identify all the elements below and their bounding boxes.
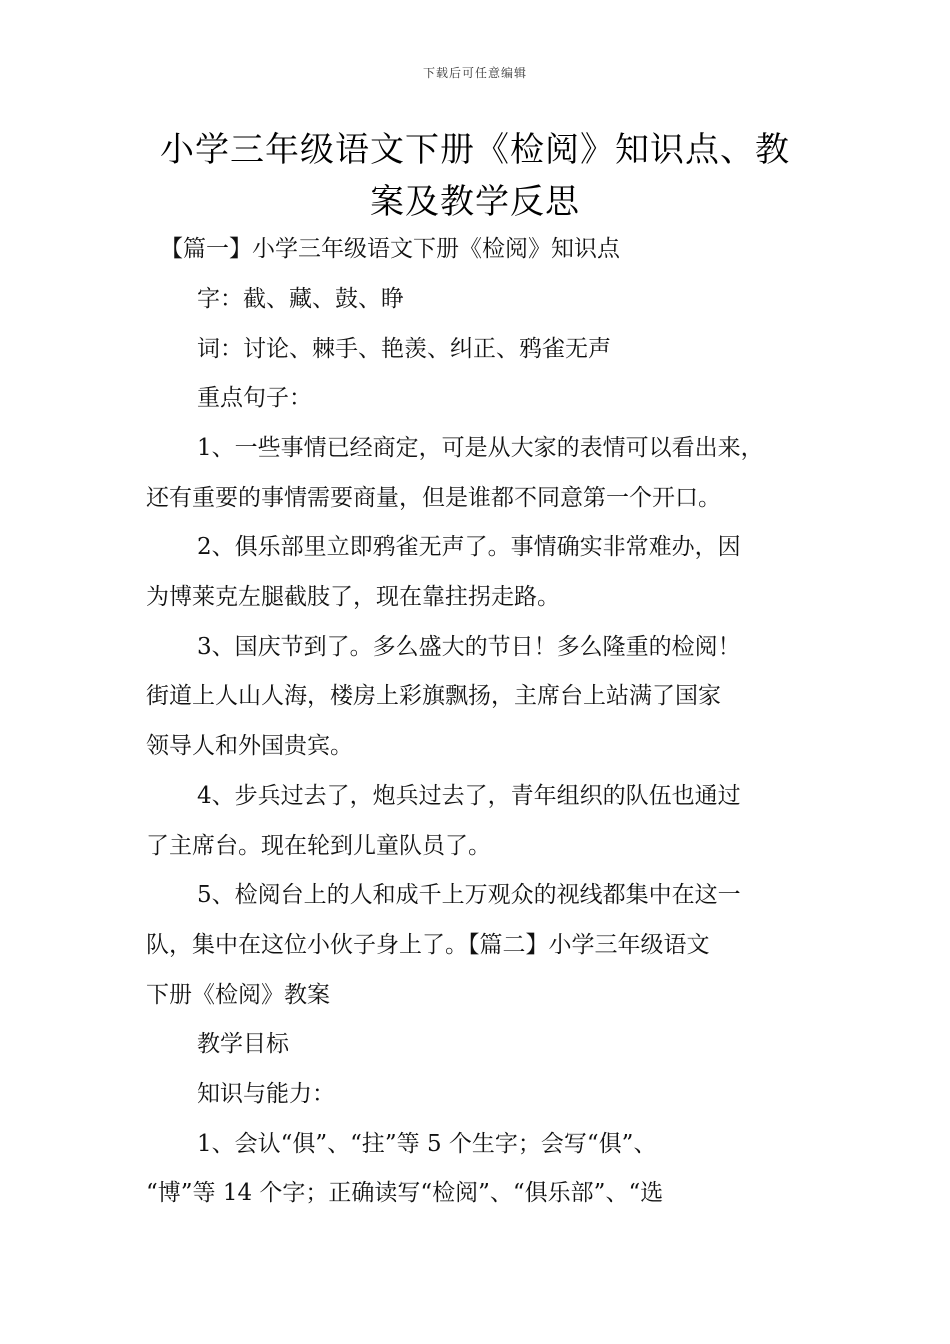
knowledge-item-1-line-1: 1、会认“俱”、“拄”等 5 个生字；会写“俱”、 xyxy=(197,1131,657,1157)
sentence-3-line-2: 街道上人山人海，楼房上彩旗飘扬，主席台上站满了国家 xyxy=(146,683,721,709)
sentence-5-line-1: 5、检阅台上的人和成千上万观众的视线都集中在这一 xyxy=(197,882,741,908)
sentence-1-line-1: 1、一些事情已经商定，可是从大家的表情可以看出来， xyxy=(197,435,764,461)
teaching-goals-label: 教学目标 xyxy=(197,1031,289,1057)
document-title-line-1: 小学三年级语文下册《检阅》知识点、教 xyxy=(160,130,790,170)
sentence-3-line-1: 3、国庆节到了。多么盛大的节日！多么隆重的检阅！ xyxy=(197,634,741,660)
key-sentences-label: 重点句子： xyxy=(197,385,312,411)
knowledge-ability-label: 知识与能力： xyxy=(197,1081,335,1107)
section-heading: 【篇一】小学三年级语文下册《检阅》知识点 xyxy=(160,236,620,262)
sentence-5-line-3: 下册《检阅》教案 xyxy=(146,982,330,1008)
sentence-4-line-2: 了主席台。现在轮到儿童队员了。 xyxy=(146,833,491,859)
knowledge-item-1-line-2: “博”等 14 个字；正确读写“检阅”、“俱乐部”、“选 xyxy=(146,1180,664,1206)
sentence-5-line-2: 队，集中在这位小伙子身上了。【篇二】小学三年级语文 xyxy=(146,932,710,958)
sentence-2-line-1: 2、俱乐部里立即鸦雀无声了。事情确实非常难办，因 xyxy=(197,534,741,560)
header-note: 下载后可任意编辑 xyxy=(422,66,527,80)
sentence-3-line-3: 领导人和外国贵宾。 xyxy=(146,733,353,759)
sentence-4-line-1: 4、步兵过去了，炮兵过去了，青年组织的队伍也通过 xyxy=(197,783,741,809)
sentence-2-line-2: 为博莱克左腿截肢了，现在靠拄拐走路。 xyxy=(146,584,560,610)
chars-line: 字：截、藏、鼓、睁 xyxy=(197,286,404,312)
words-line: 词：讨论、棘手、艳羡、纠正、鸦雀无声 xyxy=(197,336,611,362)
document-title-line-2: 案及教学反思 xyxy=(370,182,580,222)
sentence-1-line-2: 还有重要的事情需要商量，但是谁都不同意第一个开口。 xyxy=(146,485,721,511)
